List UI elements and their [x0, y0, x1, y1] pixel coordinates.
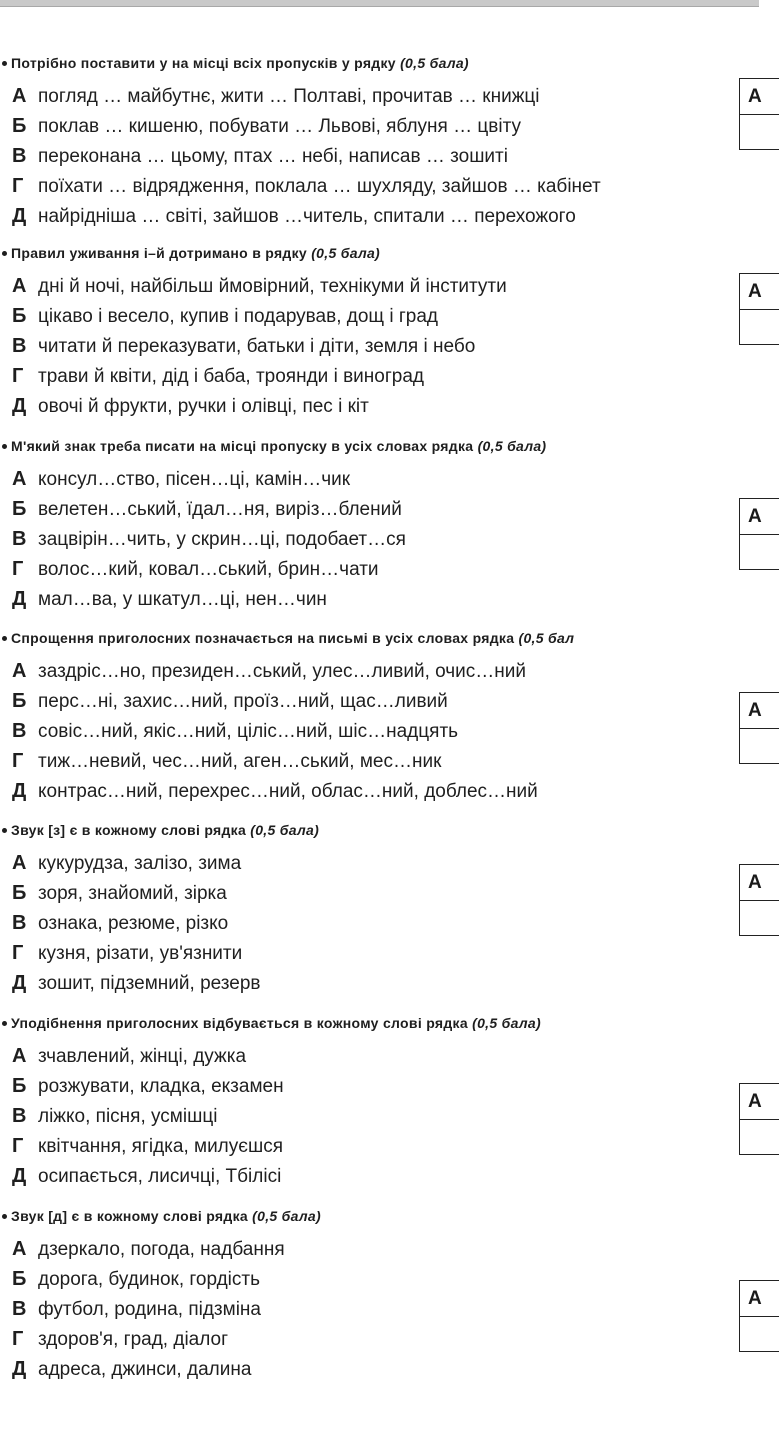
option-g[interactable] — [12, 361, 507, 391]
option-text: поклав … кишеню, побувати … Львові, яблуня … цвіту — [38, 116, 521, 137]
option-letter: Б — [12, 305, 27, 327]
option-v[interactable] — [12, 141, 601, 171]
option-letter: В — [12, 912, 27, 934]
option-letter: Г — [12, 175, 24, 197]
answer-box[interactable] — [739, 273, 779, 345]
question-title — [2, 55, 469, 71]
option-letter: В — [12, 720, 27, 742]
option-text: кукурудза, залізо, зима — [38, 853, 242, 874]
option-letter: А — [12, 660, 27, 682]
answer-box[interactable] — [739, 78, 779, 150]
question-text: Спрощення приголосних позначається на письмі в усіх словах рядка — [11, 630, 515, 646]
option-a[interactable] — [12, 1234, 285, 1264]
answer-input-cell[interactable] — [740, 1316, 779, 1351]
bullet-icon — [2, 1214, 7, 1219]
option-letter: Б — [12, 498, 27, 520]
option-letter: А — [12, 1238, 27, 1260]
option-letter: А — [12, 852, 27, 874]
option-letter: В — [12, 1298, 27, 1320]
option-text: волос…кий, ковал…ський, брин…чати — [38, 559, 379, 580]
options-list — [12, 271, 507, 421]
question-title — [2, 438, 546, 454]
answer-input-cell[interactable] — [740, 728, 779, 763]
option-g[interactable] — [12, 1131, 284, 1161]
option-d[interactable] — [12, 584, 406, 614]
option-a[interactable] — [12, 271, 507, 301]
option-a[interactable] — [12, 1041, 284, 1071]
option-a[interactable] — [12, 656, 538, 686]
option-letter: Д — [12, 588, 27, 610]
answer-input-cell[interactable] — [740, 534, 779, 569]
option-text: ознака, резюме, різко — [38, 913, 229, 934]
option-text: консул…ство, пісен…ці, камін…чик — [38, 469, 351, 490]
option-b[interactable] — [12, 878, 261, 908]
option-d[interactable] — [12, 201, 601, 231]
options-list — [12, 464, 406, 614]
answer-letter-cell: А — [748, 281, 762, 302]
option-text: контрас…ний, перехрес…ний, облас…ний, доблес…ний — [38, 781, 538, 802]
option-text: найрідніша … світі, зайшов …читель, спитали … перехожого — [38, 206, 576, 227]
option-letter: Б — [12, 1075, 27, 1097]
option-text: мал…ва, у шкатул…ці, нен…чин — [38, 589, 327, 610]
question-score: (0,5 бала) — [472, 1015, 541, 1031]
answer-input-cell[interactable] — [740, 114, 779, 149]
option-text: цікаво і весело, купив і подарував, дощ і град — [38, 306, 438, 327]
bullet-icon — [2, 636, 7, 641]
option-d[interactable] — [12, 1354, 285, 1384]
option-letter: В — [12, 528, 27, 550]
options-list — [12, 656, 538, 806]
option-text: поїхати … відрядження, поклала … шухляду, зайшов … кабінет — [38, 176, 601, 197]
option-letter: Г — [12, 1328, 24, 1350]
answer-box[interactable] — [739, 498, 779, 570]
options-list — [12, 1041, 284, 1191]
option-letter: А — [12, 468, 27, 490]
question-title — [2, 822, 319, 838]
top-cut-strip — [0, 0, 759, 7]
option-d[interactable] — [12, 776, 538, 806]
option-d[interactable] — [12, 391, 507, 421]
option-text: зоря, знайомий, зірка — [38, 883, 227, 904]
option-letter: Б — [12, 882, 27, 904]
option-letter: Г — [12, 365, 24, 387]
question-text: Правил уживання і–й дотримано в рядку — [11, 245, 308, 261]
option-b[interactable] — [12, 686, 538, 716]
option-v[interactable] — [12, 908, 261, 938]
option-d[interactable] — [12, 1161, 284, 1191]
question-title — [2, 245, 380, 261]
option-a[interactable] — [12, 81, 601, 111]
option-b[interactable] — [12, 494, 406, 524]
option-a[interactable] — [12, 848, 261, 878]
options-list — [12, 1234, 285, 1384]
question-text: Звук [з] є в кожному слові рядка — [11, 822, 247, 838]
option-g[interactable] — [12, 1324, 285, 1354]
option-letter: Д — [12, 205, 27, 227]
option-text: велетен…ський, їдал…ня, виріз…блений — [38, 499, 402, 520]
question-text: М'який знак треба писати на місці пропуску в усіх словах рядка — [11, 438, 474, 454]
option-g[interactable] — [12, 171, 601, 201]
options-list — [12, 81, 601, 231]
option-letter: А — [12, 85, 27, 107]
option-letter: Б — [12, 1268, 27, 1290]
question-title — [2, 630, 574, 646]
answer-input-cell[interactable] — [740, 309, 779, 344]
option-text: зацвірін…чить, у скрин…ці, подобает…ся — [38, 529, 406, 550]
option-b[interactable] — [12, 111, 601, 141]
bullet-icon — [2, 1021, 7, 1026]
option-letter: Б — [12, 115, 27, 137]
option-letter: Д — [12, 1165, 27, 1187]
answer-letter-cell: А — [748, 1091, 762, 1112]
question-score: (0,5 бала) — [477, 438, 547, 454]
answer-input-cell[interactable] — [740, 1119, 779, 1154]
option-letter: А — [12, 1045, 27, 1067]
option-text: дзеркало, погода, надбання — [38, 1239, 285, 1260]
option-text: квітчання, ягідка, милуєшся — [38, 1136, 283, 1157]
question-score: (0,5 бала) — [311, 245, 381, 261]
option-text: совіс…ний, якіс…ний, ціліс…ний, шіс…надцять — [38, 721, 459, 742]
option-letter: Д — [12, 972, 27, 994]
question-text: Потрібно поставити у на місці всіх пропусків у рядку — [11, 55, 396, 71]
option-letter: Д — [12, 780, 27, 802]
option-text: перс…ні, захис…ний, проїз…ний, щас…ливий — [38, 691, 448, 712]
cut-off-text — [40, 0, 420, 1]
question-text: Уподібнення приголосних відбувається в кожному слові рядка — [11, 1015, 468, 1031]
option-text: розжувати, кладка, екзамен — [38, 1076, 284, 1097]
option-g[interactable] — [12, 746, 538, 776]
options-list — [12, 848, 261, 998]
option-text: дні й ночі, найбільш ймовірний, технікуми й інститути — [38, 276, 507, 297]
option-text: заздріс…но, президен…ський, улес…ливий, очис…ний — [38, 661, 527, 682]
option-letter: Д — [12, 1358, 27, 1380]
option-text: кузня, різати, ув'язнити — [38, 943, 243, 964]
option-b[interactable] — [12, 1264, 285, 1294]
option-d[interactable] — [12, 968, 261, 998]
option-text: трави й квіти, дід і баба, троянди і виноград — [38, 366, 424, 387]
option-text: дорога, будинок, гордість — [38, 1269, 261, 1290]
option-letter: Г — [12, 942, 24, 964]
option-text: осипається, лисичці, Тбілісі — [38, 1166, 282, 1187]
option-g[interactable] — [12, 554, 406, 584]
option-letter: В — [12, 145, 27, 167]
answer-letter-cell: А — [748, 872, 762, 893]
option-v[interactable] — [12, 524, 406, 554]
option-b[interactable] — [12, 301, 507, 331]
question-score: (0,5 бала) — [252, 1208, 321, 1224]
option-v[interactable] — [12, 1101, 284, 1131]
option-text: переконана … цьому, птах … небі, написав … зошиті — [38, 146, 508, 167]
option-text: погляд … майбутнє, жити … Полтаві, прочитав … книжці — [38, 86, 540, 107]
bullet-icon — [2, 444, 7, 449]
question-score: (0,5 бал — [518, 630, 575, 646]
bullet-icon — [2, 61, 7, 66]
option-text: адреса, джинси, далина — [38, 1359, 252, 1380]
question-title — [2, 1015, 541, 1031]
option-letter: Д — [12, 395, 27, 417]
option-text: зчавлений, жінці, дужка — [38, 1046, 247, 1067]
option-letter: Б — [12, 690, 27, 712]
option-letter: А — [12, 275, 27, 297]
option-b[interactable] — [12, 1071, 284, 1101]
option-letter: Г — [12, 1135, 24, 1157]
answer-letter-cell: А — [748, 506, 762, 527]
bullet-icon — [2, 251, 7, 256]
option-text: здоров'я, град, діалог — [38, 1329, 229, 1350]
question-text: Звук [д] є в кожному слові рядка — [11, 1208, 248, 1224]
question-title — [2, 1208, 321, 1224]
question-score: (0,5 бала) — [400, 55, 469, 71]
answer-letter-cell: А — [748, 86, 762, 107]
bullet-icon — [2, 828, 7, 833]
answer-box[interactable] — [739, 692, 779, 764]
option-letter: В — [12, 1105, 27, 1127]
option-letter: В — [12, 335, 27, 357]
option-letter: Г — [12, 750, 24, 772]
answer-box[interactable] — [739, 864, 779, 936]
option-v[interactable] — [12, 1294, 285, 1324]
option-g[interactable] — [12, 938, 261, 968]
answer-letter-cell: А — [748, 700, 762, 721]
option-text: читати й переказувати, батьки і діти, земля і небо — [38, 336, 476, 357]
answer-box[interactable] — [739, 1280, 779, 1352]
answer-letter-cell: А — [748, 1288, 762, 1309]
option-text: футбол, родина, підзміна — [38, 1299, 261, 1320]
option-text: овочі й фрукти, ручки і олівці, пес і кіт — [38, 396, 369, 417]
answer-input-cell[interactable] — [740, 900, 779, 935]
answer-box[interactable] — [739, 1083, 779, 1155]
option-v[interactable] — [12, 331, 507, 361]
question-score: (0,5 бала) — [250, 822, 320, 838]
option-a[interactable] — [12, 464, 406, 494]
option-letter: Г — [12, 558, 24, 580]
option-text: тиж…невий, чес…ний, аген…ський, мес…ник — [38, 751, 442, 772]
option-text: ліжко, пісня, усмішці — [38, 1106, 218, 1127]
option-v[interactable] — [12, 716, 538, 746]
option-text: зошит, підземний, резерв — [38, 973, 261, 994]
